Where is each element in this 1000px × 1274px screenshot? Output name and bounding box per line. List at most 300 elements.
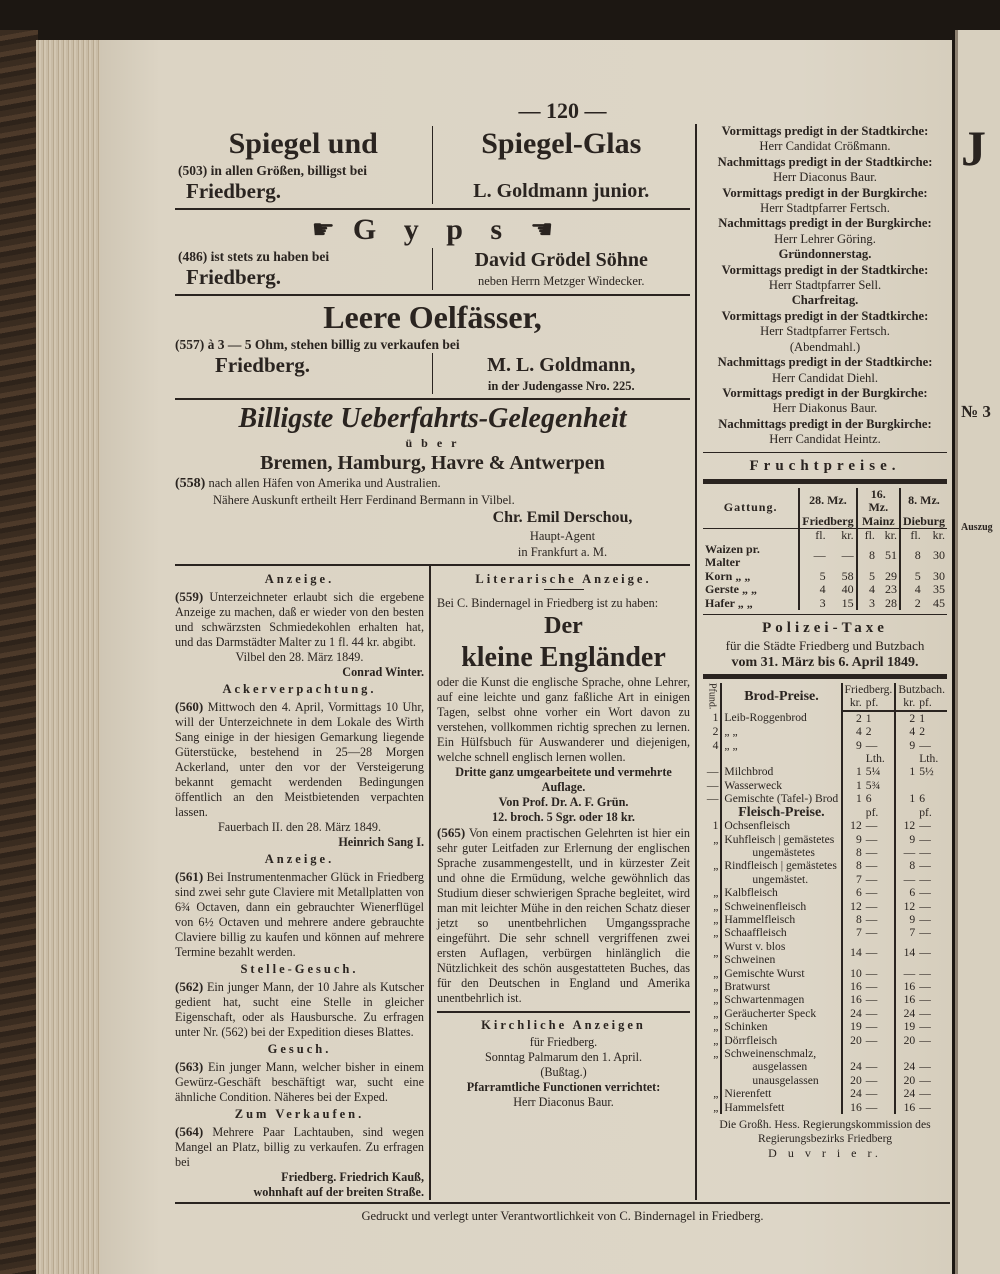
- table-cell: —: [919, 872, 931, 886]
- table-cell: 5¼: [864, 765, 896, 778]
- paragraph: [437, 596, 690, 611]
- ad-557-seller: M. L. Goldmann,: [487, 354, 636, 376]
- table-cell: —: [864, 967, 896, 980]
- table-row: [703, 819, 947, 832]
- table-cell: „: [703, 900, 721, 913]
- table-cell: 3: [819, 595, 826, 610]
- table-cell: Ochsenfleisch: [721, 819, 841, 832]
- table-row: [703, 873, 947, 886]
- table-row: [703, 739, 947, 752]
- table-cell: —: [703, 779, 721, 792]
- table-row: [703, 1074, 947, 1087]
- text: Anzeige.: [264, 572, 335, 586]
- table-cell: ungemästet.: [721, 873, 841, 886]
- table-cell: —: [864, 926, 896, 939]
- table-cell: 28: [877, 597, 900, 611]
- table-cell: Friedberg: [799, 515, 856, 529]
- centered-line: [703, 278, 947, 293]
- authority-signature: D u v r i e r.: [768, 1146, 882, 1161]
- table-cell: —: [919, 912, 931, 926]
- centered-line: [437, 1035, 690, 1050]
- table-cell: 12: [850, 819, 862, 833]
- table-cell: —: [919, 899, 931, 913]
- table-cell: [864, 1047, 896, 1060]
- table-cell: 7: [909, 926, 916, 940]
- text: Vormittags predigt in der Burgkirche:: [722, 185, 928, 200]
- table-cell: 16: [903, 993, 916, 1007]
- page-number: — 120 —: [518, 98, 607, 123]
- table-cell: „: [703, 1007, 721, 1020]
- table-cell: —: [919, 1006, 931, 1020]
- table-cell: kr.: [842, 696, 864, 710]
- table-row: [703, 779, 947, 792]
- text: Literarische Anzeige.: [475, 572, 652, 586]
- bold-line: [437, 795, 690, 810]
- table-cell: —: [864, 1034, 896, 1047]
- table-cell: [703, 1060, 721, 1073]
- table-row: [703, 967, 947, 980]
- text: Vormittags predigt in der Stadtkirche:: [721, 124, 929, 138]
- table-cell: „: [703, 967, 721, 980]
- table-cell: 23: [877, 583, 900, 597]
- table-cell: Wasserweck: [721, 779, 841, 792]
- text: Mehrere Paar Lachtauben, sind wegen Mangel an Platz, billig zu verkaufen. Zu erfragen bei: [175, 1125, 425, 1169]
- table-cell: 2: [855, 711, 862, 725]
- right-column: [695, 124, 947, 1200]
- text: Herr Candidat Heintz.: [769, 432, 881, 447]
- table-cell: kr.: [877, 529, 900, 543]
- table-cell: 40: [828, 583, 857, 597]
- table-cell: 1: [855, 765, 862, 779]
- table-cell: —: [864, 980, 896, 993]
- table-cell: [703, 873, 721, 886]
- table-row: [703, 765, 947, 778]
- table-row: [703, 886, 947, 899]
- ad-503-seller: L. Goldmann junior.: [473, 180, 650, 202]
- text: Ein junger Mann, welcher bisher in einem Gewürz-Geschäft beschäftigt war, sucht eine ähnliche Condition. Näheres bei der Exped.: [175, 1060, 424, 1104]
- table-cell: 30: [933, 548, 945, 563]
- table-cell: —: [864, 873, 896, 886]
- table-cell: „ „: [721, 725, 841, 738]
- table-cell: Butzbach.: [898, 683, 945, 697]
- section-heading: [175, 572, 424, 587]
- paragraph: [175, 589, 424, 650]
- text: Herr Stadtpfarrer Fertsch.: [760, 324, 890, 339]
- authority-line1: Die Großh. Hess. Regierungskommission des: [719, 1118, 931, 1132]
- table-cell: 5½: [919, 765, 934, 779]
- table-cell: —: [703, 765, 721, 778]
- text: Nachmittags predigt in der Burgkirche:: [718, 216, 932, 231]
- table-cell: 16: [903, 979, 916, 993]
- ad-486: [175, 210, 690, 296]
- table-row: [703, 1047, 947, 1060]
- table-cell: Schwartenmagen: [721, 993, 841, 1006]
- table-cell: —: [864, 833, 896, 846]
- ad-558-text: nach allen Häfen von Amerika und Australien.: [208, 476, 441, 490]
- ad-486-place: Friedberg.: [186, 265, 282, 289]
- table-cell: Lth.: [864, 752, 896, 765]
- centered-line: [703, 139, 947, 154]
- table-cell: 4: [819, 582, 826, 597]
- table-cell: Kuhfleisch | gemästetes: [721, 833, 841, 846]
- table-cell: —: [813, 548, 826, 563]
- table-cell: 29: [877, 570, 900, 584]
- ad-558-over: ü b e r: [405, 436, 460, 450]
- table-cell: 4: [909, 725, 916, 739]
- ad-486-address: neben Herrn Metzger Windecker.: [477, 274, 645, 288]
- table-cell: —: [903, 966, 916, 980]
- ad-503: [175, 124, 690, 210]
- table-cell: Dörrfleisch: [721, 1034, 841, 1047]
- table-cell: —: [919, 1020, 931, 1034]
- table-row: [703, 543, 947, 570]
- table-cell: 24: [850, 1060, 862, 1074]
- table-cell: 3: [868, 595, 875, 610]
- text: Conrad Winter.: [342, 665, 424, 679]
- table-row: [703, 711, 947, 725]
- signature: [175, 665, 424, 680]
- table-cell: „: [703, 980, 721, 993]
- table-row: [703, 993, 947, 1006]
- ad-557: [175, 296, 690, 400]
- divider: [544, 589, 584, 590]
- polizei-taxe-title: Polizei-Taxe: [762, 620, 888, 637]
- table-cell: unausgelassen: [721, 1074, 841, 1087]
- table-cell: —: [919, 993, 931, 1007]
- centered-line: [703, 401, 947, 416]
- section-heading: [175, 962, 424, 977]
- ad-558-ports: Bremen, Hamburg, Havre & Antwerpen: [260, 452, 605, 474]
- table-cell: Schaaffleisch: [721, 926, 841, 939]
- authority-block: [703, 1118, 947, 1160]
- table-cell: „: [703, 1020, 721, 1033]
- table-row: [703, 1060, 947, 1073]
- text: Vormittags predigt in der Stadtkirche:: [721, 308, 929, 323]
- text: Nachmittags predigt in der Stadtkirche:: [717, 154, 933, 169]
- table-cell: 6: [864, 792, 896, 805]
- table-cell: Lth.: [919, 752, 939, 766]
- ad-number: (562): [175, 979, 204, 994]
- table-cell: 16: [850, 993, 862, 1007]
- centered-line: [703, 170, 947, 185]
- text: Stelle-Gesuch.: [240, 962, 359, 976]
- table-cell: fl.: [815, 528, 826, 543]
- sermons-list: [703, 124, 947, 448]
- table-cell: 1: [919, 711, 926, 725]
- pointing-hand-icon: ☛: [311, 215, 335, 244]
- table-cell: kr.: [932, 528, 945, 543]
- table-row: [703, 570, 947, 584]
- table-row: [703, 913, 947, 926]
- section-heading: [175, 1107, 424, 1122]
- table-cell: 7: [855, 872, 862, 886]
- table-cell: 8: [855, 845, 862, 859]
- table-cell: —: [864, 1074, 896, 1087]
- table-row: [703, 1007, 947, 1020]
- table-cell: —: [864, 993, 896, 1006]
- table-cell: Milchbrod: [721, 765, 841, 778]
- table-cell: —: [919, 926, 931, 940]
- paragraph: [175, 699, 424, 820]
- text: Charfreitag.: [791, 293, 859, 308]
- table-cell: —: [919, 886, 931, 900]
- table-cell: —: [919, 738, 931, 752]
- table-cell: Wurst v. blos Schweinen: [721, 940, 841, 967]
- table-cell: 8. Mz.: [908, 493, 940, 508]
- table-cell: 51: [877, 543, 900, 570]
- centered-line: [703, 340, 947, 355]
- table-cell: 6: [919, 792, 926, 806]
- table-cell: —: [828, 543, 857, 570]
- page-content: [175, 98, 950, 1254]
- table-cell: Waizen pr. Malter: [703, 543, 799, 570]
- centered-line: [703, 324, 947, 339]
- middle-column: [431, 566, 690, 1200]
- bold-line: [703, 155, 947, 170]
- text: Zum Verkaufen.: [234, 1107, 365, 1121]
- table-cell: 4: [868, 582, 875, 597]
- table-cell: Pfund.: [703, 683, 721, 711]
- table-cell: [703, 806, 721, 819]
- section-heading: [175, 1042, 424, 1057]
- table-cell: —: [919, 1060, 931, 1074]
- table-row: [703, 926, 947, 939]
- bold-line: [437, 765, 690, 795]
- next-page-number: № 3: [961, 402, 991, 421]
- table-cell: —: [919, 966, 931, 980]
- table-cell: 58: [828, 570, 857, 584]
- table-cell: 5¾: [864, 779, 896, 792]
- table-cell: fl.: [864, 528, 875, 543]
- table-cell: Friedberg.: [842, 683, 896, 696]
- table-cell: Gemischte Wurst: [721, 967, 841, 980]
- table-cell: [842, 806, 864, 819]
- table-cell: Schweinenfleisch: [721, 900, 841, 913]
- text: Gesuch.: [267, 1042, 332, 1056]
- table-cell: [721, 752, 841, 765]
- table-cell: —: [864, 859, 896, 872]
- table-cell: [842, 1047, 864, 1060]
- table-cell: 1: [703, 819, 721, 832]
- table-cell: —: [919, 946, 931, 960]
- table-cell: 2: [703, 725, 721, 738]
- table-cell: [703, 529, 799, 543]
- left-column: [175, 566, 431, 1200]
- table-cell: 6: [909, 886, 916, 900]
- bold-line: [703, 263, 947, 278]
- paragraph: [175, 1124, 424, 1170]
- text: (Abendmahl.): [789, 339, 861, 354]
- bold-line: [437, 810, 690, 825]
- table-cell: Fleisch-Preise.: [721, 806, 841, 819]
- book-title-article: [437, 611, 690, 641]
- ad-number: (503): [178, 163, 208, 178]
- table-cell: —: [903, 845, 916, 859]
- table-header-row: [703, 683, 947, 696]
- table-cell: 14: [903, 946, 916, 960]
- table-row: [703, 1020, 947, 1033]
- table-cell: —: [864, 1060, 896, 1073]
- table-cell: 9: [855, 738, 862, 752]
- table-cell: Bratwurst: [721, 980, 841, 993]
- table-cell: 5: [819, 568, 826, 583]
- table-cell: —: [703, 792, 721, 805]
- table-cell: 24: [903, 1087, 916, 1101]
- paragraph: [175, 979, 424, 1040]
- table-cell: 16: [850, 979, 862, 993]
- table-cell: Gemischte (Tafel-) Brod: [721, 792, 841, 805]
- next-page-initial: J: [961, 120, 986, 176]
- table-cell: 1: [909, 792, 916, 806]
- ad-number: (565): [437, 825, 466, 840]
- table-cell: —: [919, 819, 931, 833]
- text: Vormittags predigt in der Burgkirche:: [722, 385, 928, 400]
- table-cell: [895, 806, 917, 819]
- table-cell: 2: [914, 595, 921, 610]
- table-cell: „: [703, 926, 721, 939]
- table-cell: 16: [850, 1100, 862, 1114]
- table-cell: 6: [855, 886, 862, 900]
- bold-line: [703, 417, 947, 432]
- signature: [175, 1170, 424, 1185]
- text: Friedberg. Friedrich Kauß,: [281, 1170, 424, 1184]
- table-cell: 1: [855, 792, 862, 806]
- table-row: [703, 597, 947, 611]
- table-cell: —: [864, 886, 896, 899]
- table-row: [703, 792, 947, 805]
- table-cell: „: [703, 1034, 721, 1047]
- ad-486-text: ist stets zu haben bei: [210, 249, 330, 264]
- table-cell: —: [919, 859, 931, 873]
- text: Unterzeichneter erlaubt sich die ergebene Anzeige zu machen, daß er wieder von den besten und schwärzsten Schmiedekohlen erhalten hat, und das Darmstädter Malter zu 1 fl. 44 kr. abgibt.: [175, 590, 425, 649]
- table-cell: —: [864, 1020, 896, 1033]
- table-cell: 1: [855, 778, 862, 792]
- table-cell: kr.: [828, 529, 857, 543]
- table-cell: —: [919, 979, 931, 993]
- table-cell: 20: [850, 1033, 862, 1047]
- paragraph: [437, 675, 690, 765]
- table-cell: 16. Mz.: [857, 488, 900, 515]
- text: Vormittags predigt in der Stadtkirche:: [721, 262, 929, 277]
- table-row: [703, 1034, 947, 1047]
- text: Von einem practischen Gelehrten ist hier ein sehr guter Leitfaden zur Erlernung der englischen Sprache zusammengestellt, und in kürzester Zeit und ohne die Ermüdung, welche gewöhnlich das Studium dieser schwierigen Sprache begleitet, wird man mit leichter Mühe in den reichen Schatz dieser jetzt so unentbehrlichen Umgangssprache eingeführt. Die sehr schnell vergriffenen zwei ersten Auflagen, verbürgen hinlänglich die Nützlichkeit des schön ausgestatteten Buches, das für den Deutschen in England und Amerika unentbehrlich ist.: [437, 826, 691, 1005]
- section-heading: [437, 1018, 690, 1033]
- bold-line: [703, 247, 947, 262]
- text: Herr Diaconus Baur.: [513, 1095, 614, 1109]
- table-cell: pf.: [919, 805, 932, 819]
- table-cell: Hafer „ „: [703, 597, 799, 611]
- table-cell: —: [864, 1101, 896, 1114]
- table-cell: —: [864, 1087, 896, 1100]
- ad-number: (563): [175, 1059, 204, 1074]
- table-cell: Schweinenschmalz,: [721, 1047, 841, 1060]
- table-row: [703, 725, 947, 738]
- table-cell: [703, 752, 721, 765]
- table-cell: 10: [850, 966, 862, 980]
- text: Ackerverpachtung.: [222, 682, 377, 696]
- table-cell: 14: [850, 946, 862, 960]
- bold-line: [703, 309, 947, 324]
- table-cell: Schinken: [721, 1020, 841, 1033]
- table-cell: 24: [850, 1006, 862, 1020]
- table-cell: 1: [864, 711, 896, 725]
- table-cell: 12: [850, 899, 862, 913]
- authority-line2: Regierungsbezirks Friedberg: [757, 1132, 893, 1146]
- centered-line: [703, 232, 947, 247]
- ad-number: (561): [175, 869, 204, 884]
- centered-line: [437, 1095, 690, 1110]
- table-cell: „ „: [721, 739, 841, 752]
- table-header-row: [703, 488, 947, 515]
- footer-imprint: Gedruckt und verlegt unter Verantwortlichkeit von C. Bindernagel in Friedberg.: [175, 1202, 950, 1224]
- ad-503-headline-left: Spiegel und: [175, 126, 433, 162]
- text: Mittwoch den 4. April, Vormittags 10 Uhr, will der Unterzeichnete in dem Lokale des Wirth Sang einige in der hiesigen Gemarkung liegende Güterstücke, bestehend in 25—28 Morgen Ackerland, unter den vor der Versteigerung bekannt gemacht werdenden Bedingungen öffentlich an den Meistbietenden verpachten lassen.: [175, 700, 425, 819]
- table-cell: 9: [909, 832, 916, 846]
- ad-486-seller: David Grödel Söhne: [474, 249, 648, 271]
- ad-number: (564): [175, 1124, 204, 1139]
- centered-line: [437, 1050, 690, 1065]
- text: Anzeige.: [264, 852, 335, 866]
- text: Heinrich Sang I.: [338, 835, 424, 849]
- table-row: [703, 980, 947, 993]
- text: 12. broch. 5 Sgr. oder 18 kr.: [492, 810, 635, 824]
- fruchtpreise-title: Fruchtpreise.: [749, 457, 901, 474]
- table-cell: [917, 1047, 947, 1060]
- text: Ein junger Mann, der 10 Jahre als Kutscher gedient hat, sucht eine Stelle in gleicher Eigenschaft, oder als Hausbursche. Zu erfragen unter Nr. (562) bei der Expedition dieses Blattes.: [175, 980, 425, 1039]
- table-cell: 20: [903, 1033, 916, 1047]
- table-cell: „: [703, 1087, 721, 1100]
- table-cell: [842, 752, 864, 765]
- paragraph: [175, 869, 424, 960]
- advertisement-area: [175, 124, 690, 1200]
- text: Herr Candidat Diehl.: [772, 370, 878, 385]
- ad-558-agent: Chr. Emil Derschou,: [492, 509, 633, 526]
- text: Nachmittags predigt in der Stadtkirche:: [717, 355, 933, 370]
- table-cell: Korn „ „: [703, 570, 799, 584]
- pointing-hand-icon: ☛: [530, 215, 554, 244]
- table-cell: ausgelassen: [721, 1060, 841, 1073]
- bold-line: [703, 124, 947, 139]
- next-page-edge: [955, 30, 1000, 1274]
- table-row: [703, 846, 947, 859]
- ad-557-headline: Leere Oelfässer,: [323, 299, 542, 335]
- ad-486-headline: G y p s: [352, 213, 513, 246]
- table-cell: —: [864, 940, 896, 967]
- table-cell: 12: [903, 899, 916, 913]
- text: Kirchliche Anzeigen: [481, 1018, 646, 1032]
- ad-number: (558): [175, 476, 206, 491]
- table-cell: [703, 846, 721, 859]
- bold-line: [703, 216, 947, 231]
- text: Dritte ganz umgearbeitete und vermehrte Auflage.: [455, 765, 672, 794]
- table-cell: 8: [909, 859, 916, 873]
- table-cell: ungemästetes: [721, 846, 841, 859]
- table-cell: „: [703, 886, 721, 899]
- table-cell: 24: [903, 1006, 916, 1020]
- text: wohnhaft auf der breiten Straße.: [253, 1185, 424, 1199]
- table-cell: 2: [919, 725, 926, 739]
- table-cell: —: [864, 846, 896, 859]
- ad-557-text: à 3 — 5 Ohm, stehen billig zu verkaufen bei: [207, 337, 460, 352]
- table-cell: 12: [903, 819, 916, 833]
- table-row: [703, 1087, 947, 1100]
- ad-503-place: Friedberg.: [186, 179, 282, 203]
- ad-number: (557): [175, 337, 205, 352]
- centered-line: [703, 432, 947, 447]
- table-cell: Geräucherter Speck: [721, 1007, 841, 1020]
- table-cell: 9: [855, 832, 862, 846]
- table-cell: [895, 779, 917, 792]
